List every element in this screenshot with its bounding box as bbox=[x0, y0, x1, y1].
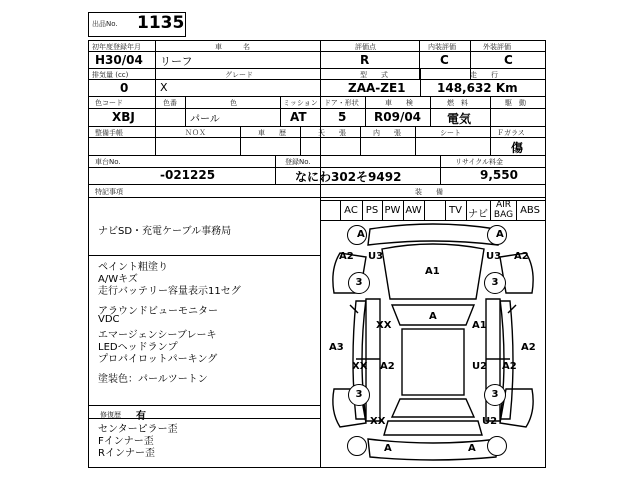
rear-right-corner-circle bbox=[487, 436, 507, 456]
recycle-label: リサイクル料金 bbox=[455, 158, 504, 166]
damage-mark: A1 bbox=[472, 320, 487, 331]
displacement-value: 0 bbox=[120, 81, 129, 95]
equip-airbag: AIR BAG bbox=[493, 200, 514, 220]
damage-mark: A1 bbox=[425, 266, 440, 277]
note-line: アラウンドビューモニター bbox=[98, 306, 218, 317]
displacement-label: 排気量 (cc) bbox=[92, 71, 129, 79]
model-value: ZAA-ZE1 bbox=[348, 81, 406, 95]
note-line: A/Wキズ bbox=[98, 274, 138, 285]
color-code-value: XBJ bbox=[112, 110, 135, 124]
damage-mark: U2 bbox=[482, 416, 498, 427]
damage-mark: A2 bbox=[380, 361, 395, 372]
note-line: VDC bbox=[98, 314, 120, 325]
drive-label: 駆 動 bbox=[505, 99, 526, 107]
note-line: ペイント粗塗り bbox=[98, 262, 168, 273]
damage-mark: A2 bbox=[521, 342, 536, 353]
damage-mark: XX bbox=[370, 416, 386, 427]
interior-label: 内装評価 bbox=[428, 43, 456, 51]
chassis-value: -021225 bbox=[160, 168, 216, 182]
glass-value: 傷 bbox=[511, 141, 524, 155]
damage-mark: A2 bbox=[514, 251, 529, 262]
seat-label: シート bbox=[440, 129, 461, 137]
fuel-label: 燃 料 bbox=[447, 99, 468, 107]
damage-mark: U2 bbox=[472, 361, 488, 372]
damage-mark: A3 bbox=[329, 342, 344, 353]
equipment-label: 装 備 bbox=[415, 188, 443, 196]
note-line: 走行バッテリー容量表示11セグ bbox=[98, 286, 241, 297]
damage-mark: A2 bbox=[339, 251, 354, 262]
glass-label: Ｆガラス bbox=[497, 129, 525, 137]
equip-ac: AC bbox=[344, 205, 358, 216]
inspection-label: 車 検 bbox=[385, 99, 413, 107]
maintenance-label: 整備手帳 bbox=[95, 129, 123, 137]
note-line: エマージェンシーブレーキ bbox=[98, 330, 217, 341]
recycle-value: 9,550 bbox=[480, 168, 518, 182]
repair-label: 修復歴 bbox=[100, 411, 121, 419]
mileage-value: 148,632 Km bbox=[437, 81, 518, 95]
wheel-rl-circle: 3 bbox=[348, 384, 370, 406]
doors-value: 5 bbox=[338, 110, 347, 124]
first-reg-label: 初年度登録年月 bbox=[92, 43, 141, 51]
chassis-label: 車台No. bbox=[95, 158, 121, 166]
sky-label: 天 張 bbox=[318, 129, 346, 137]
nox-label: ＮＯＸ bbox=[185, 129, 206, 137]
interior-roof-label: 内 張 bbox=[373, 129, 401, 137]
wheel-fl-circle: 3 bbox=[348, 272, 370, 294]
model-label: 型 式 bbox=[360, 71, 388, 79]
repair-note: Fインナー歪 bbox=[98, 436, 154, 447]
exterior-value: C bbox=[504, 53, 513, 67]
transmission-label: ミッション bbox=[283, 99, 318, 107]
damage-mark: A bbox=[429, 311, 437, 322]
transmission-value: AT bbox=[290, 110, 307, 124]
exterior-label: 外装評価 bbox=[483, 43, 511, 51]
note-line: 塗装色：パールツートン bbox=[98, 374, 208, 385]
equip-abs: ABS bbox=[520, 205, 540, 216]
grade-value: X bbox=[160, 81, 168, 94]
score-value: R bbox=[360, 53, 370, 67]
color-value: パール bbox=[190, 114, 220, 125]
damage-mark: A2 bbox=[502, 361, 517, 372]
equip-ps: PS bbox=[365, 205, 379, 216]
damage-mark: XX bbox=[352, 361, 368, 372]
car-name-label: 車 名 bbox=[215, 43, 250, 51]
reg-no-label: 登録No. bbox=[285, 158, 311, 166]
color-no-label: 色番 bbox=[163, 99, 177, 107]
wheel-fr-circle: 3 bbox=[484, 272, 506, 294]
damage-mark: A bbox=[468, 443, 476, 454]
damage-mark: U3 bbox=[486, 251, 502, 262]
damage-mark: A bbox=[357, 229, 365, 240]
lot-number: 1135 bbox=[137, 13, 185, 33]
lot-label: 出品No. bbox=[92, 20, 118, 28]
notes-label: 特記事項 bbox=[95, 188, 123, 196]
damage-mark: A bbox=[496, 229, 504, 240]
equip-pw: PW bbox=[384, 205, 401, 216]
doors-label: ドア・形状 bbox=[324, 99, 359, 107]
mileage-label: 走 行 bbox=[470, 71, 498, 79]
damage-mark: A bbox=[384, 443, 392, 454]
first-reg-value: H30/04 bbox=[95, 53, 143, 67]
repair-note: センターピラー歪 bbox=[98, 424, 178, 435]
rear-left-corner-circle bbox=[347, 436, 367, 456]
wheel-rr-circle: 3 bbox=[484, 384, 506, 406]
car-name-value: リーフ bbox=[160, 55, 193, 68]
note-line: プロパイロットパーキング bbox=[98, 354, 218, 365]
history-label: 車 歴 bbox=[258, 129, 286, 137]
inspection-value: R09/04 bbox=[374, 110, 422, 124]
equip-tv: TV bbox=[449, 205, 462, 216]
fuel-value: 電気 bbox=[447, 112, 472, 126]
score-label: 評価点 bbox=[355, 43, 376, 51]
color-label: 色 bbox=[230, 99, 237, 107]
reg-no-value: なにわ302そ9492 bbox=[295, 170, 402, 184]
damage-mark: XX bbox=[376, 320, 392, 331]
damage-mark: U3 bbox=[368, 251, 384, 262]
grade-label: グレード bbox=[225, 71, 253, 79]
color-code-label: 色コード bbox=[95, 99, 123, 107]
note-line: LEDヘッドランプ bbox=[98, 342, 178, 353]
note-line: ナビSD・充電ケーブル事務局 bbox=[98, 226, 232, 237]
interior-value: C bbox=[440, 53, 449, 67]
equip-navi: ナビ bbox=[468, 209, 488, 220]
equip-aw: AW bbox=[405, 205, 422, 216]
repair-note: Rインナー歪 bbox=[98, 448, 155, 459]
repair-value: 有 bbox=[136, 411, 146, 422]
